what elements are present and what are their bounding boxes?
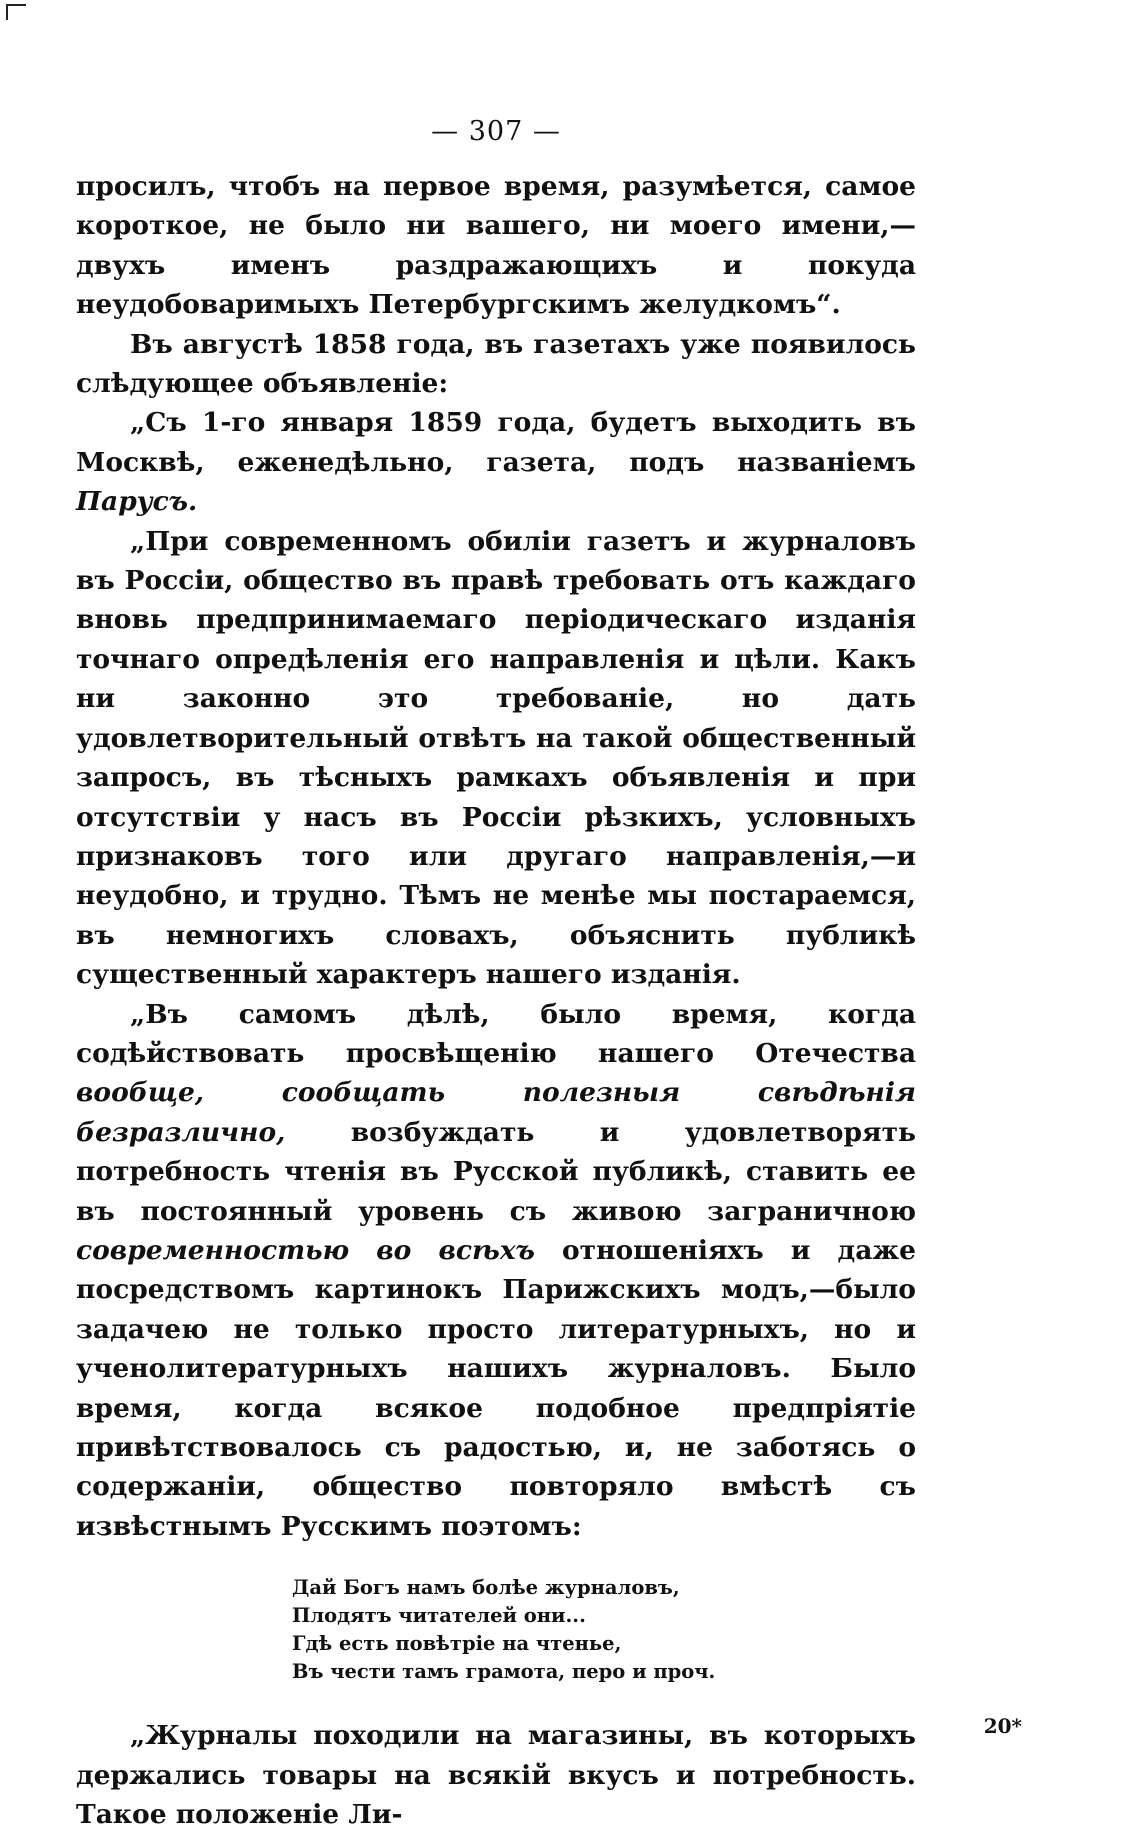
verse-line-3: Гдѣ есть повѣтріе на чтенье, (292, 1632, 622, 1656)
paragraph-6: „Журналы походили на магазины, въ которыхъ держались товары на всякій вкусъ и потребность. Такое положеніе Ли- (76, 1720, 916, 1831)
verse-quote (292, 1574, 916, 1686)
paragraph-5-text-b: возбуждать и удовлетворять потребность чтенія въ Русской публикѣ, ставить ее въ постоянный уровень съ живою заграничною (76, 1116, 916, 1227)
paragraph-2: Въ августѣ 1858 года, въ газетахъ уже появилось слѣдующее объявленіе: (76, 328, 916, 400)
paragraph-5-text-a: „Въ самомъ дѣлѣ, было время, когда содѣйствовать просвѣщенію нашего Отечества (76, 998, 916, 1069)
paragraph-3-text: „Съ 1-го января 1859 года, будетъ выходить въ Москвѣ, еженедѣльно, газета, подъ названіемъ (76, 407, 916, 478)
book-page (76, 0, 916, 1834)
paragraph-5 (76, 995, 916, 1547)
verse-line-2: Плодятъ читателей они... (292, 1604, 586, 1628)
printer-signature-mark: 20* (983, 1714, 1022, 1738)
page-corner-mark (6, 4, 26, 20)
verse-line-4: Въ чести тамъ грамота, перо и проч. (292, 1660, 716, 1684)
paragraph-1: просилъ, чтобъ на первое время, разумѣется, самое короткое, не было ни вашего, ни моего имени,—двухъ именъ раздражающихъ и покуда неудобоваримыхъ Петербургскимъ желудкомъ“. (76, 171, 916, 321)
paragraph-5-text-c: отношеніяхъ и даже посредствомъ картинокъ Парижскихъ модъ,—было задачею не только просто литературныхъ, но и ученолитературныхъ нашихъ журналовъ. Было время, когда всякое подобное предпріятіе привѣтствовалось съ радостью, и, не заботясь о содержаніи, общество повторяло вмѣстѣ съ извѣстнымъ Русскимъ поэтомъ: (76, 1234, 916, 1542)
page-number: — 307 — (431, 116, 561, 147)
paragraph-5-emphasis-1: вообще, сообщать полезныя свѣдѣнія безразлично, (76, 1077, 916, 1148)
paragraph-4: „При современномъ обиліи газетъ и журналовъ въ Россіи, общество въ правѣ требовать отъ каждаго вновь предпринимаемаго періодическаго изданія точнаго опредѣленія его направленія и цѣли. Какъ ни законно это требованіе, но дать удовлетворительный отвѣтъ на такой общественный запросъ, въ тѣсныхъ рамкахъ объявленія и при отсутствіи у насъ въ Россіи рѣзкихъ, условныхъ признаковъ того или другаго направленія,—и неудобно, и трудно. Тѣмъ не менѣе мы постараемся, въ немногихъ словахъ, объяснить публикѣ существенный характеръ нашего изданія. (76, 525, 916, 991)
paragraph-5-emphasis-2: современностью во всѣхъ (76, 1234, 535, 1266)
newspaper-title: Парусъ. (76, 486, 198, 518)
verse-line-1: Дай Богъ намъ болѣе журналовъ, (292, 1576, 680, 1600)
paragraph-3 (76, 403, 916, 521)
